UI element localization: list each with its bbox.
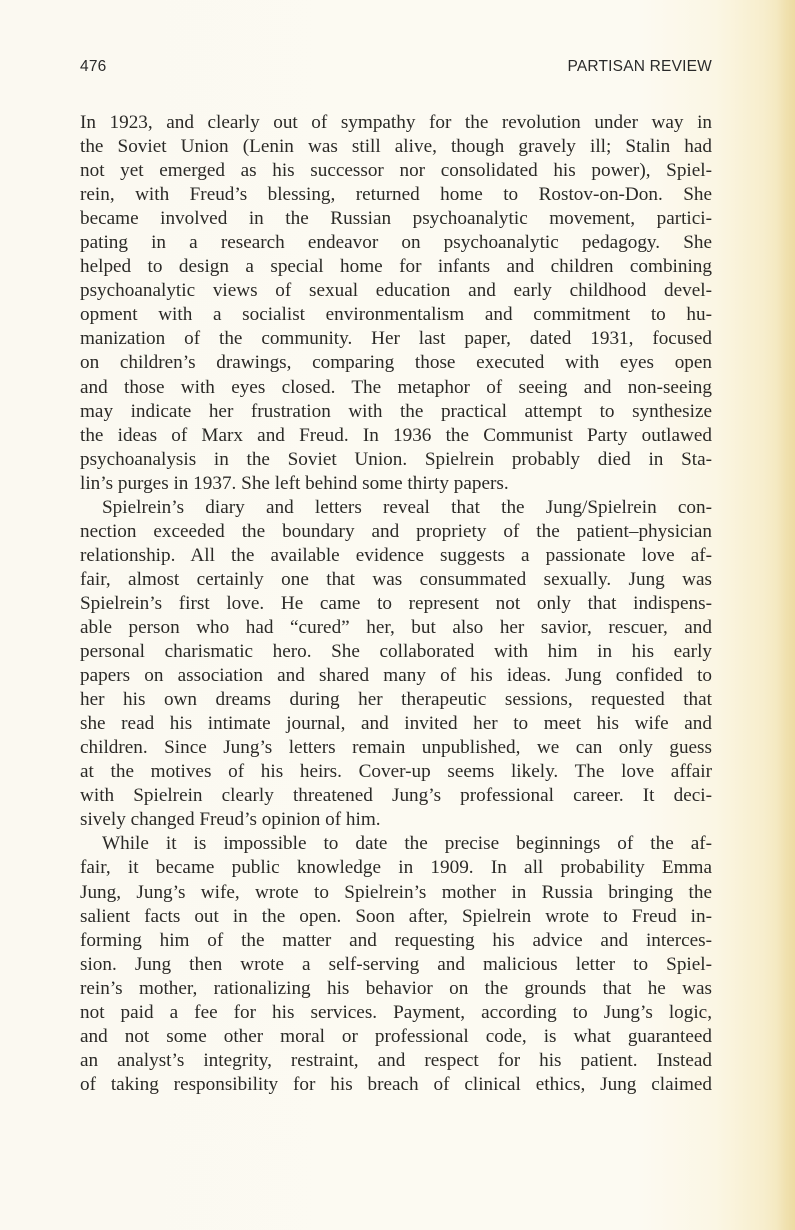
text-line: the Soviet Union (Lenin was still alive, though gravely ill; Stalin had <box>80 136 712 158</box>
text-line: not yet emerged as his successor nor consolidated his power), Spiel- <box>80 160 712 182</box>
text-line: fair, it became public knowledge in 1909. In all probability Emma <box>80 857 712 879</box>
text-line: nection exceeded the boundary and propriety of the patient–physician <box>80 520 712 542</box>
text-line: an analyst’s integrity, restraint, and respect for his patient. Instead <box>80 1049 712 1071</box>
text-line: her his own dreams during her therapeutic sessions, requested that <box>80 689 712 711</box>
text-line: Spielrein’s first love. He came to represent not only that indispens- <box>80 592 712 614</box>
text-line: sively changed Freud’s opinion of him. <box>80 809 381 831</box>
text-line: opment with a socialist environmentalism and commitment to hu- <box>80 304 712 326</box>
text-line: papers on association and shared many of his ideas. Jung confided to <box>80 665 712 687</box>
text-line: lin’s purges in 1937. She left behind some thirty papers. <box>80 472 509 494</box>
text-line: pating in a research endeavor on psychoanalytic pedagogy. She <box>80 232 712 254</box>
text-line: relationship. All the available evidence suggests a passionate love af- <box>80 544 712 566</box>
text-line: may indicate her frustration with the practical attempt to synthesize <box>80 400 712 422</box>
text-line: personal charismatic hero. She collaborated with him in his early <box>80 641 712 663</box>
paragraph-1 <box>80 111 712 496</box>
text-line: with Spielrein clearly threatened Jung’s professional career. It deci- <box>80 785 712 807</box>
text-line: on children’s drawings, comparing those executed with eyes open <box>80 352 712 374</box>
running-head <box>80 58 712 80</box>
text-line: sion. Jung then wrote a self-serving and malicious letter to Spiel- <box>80 953 712 975</box>
text-line: Jung, Jung’s wife, wrote to Spielrein’s mother in Russia bringing the <box>80 881 712 903</box>
text-line: the ideas of Marx and Freud. In 1936 the Communist Party outlawed <box>80 424 712 446</box>
text-line: salient facts out in the open. Soon after, Spielrein wrote to Freud in- <box>80 905 712 927</box>
text-line: and those with eyes closed. The metaphor of seeing and non-seeing <box>80 376 712 398</box>
text-line: able person who had “cured” her, but also her savior, rescuer, and <box>80 616 712 638</box>
text-line: forming him of the matter and requesting his advice and interces- <box>80 929 712 951</box>
text-line: psychoanalysis in the Soviet Union. Spielrein probably died in Sta- <box>80 448 712 470</box>
text-line: at the motives of his heirs. Cover-up seems likely. The love affair <box>80 761 712 783</box>
text-line: Spielrein’s diary and letters reveal that the Jung/Spielrein con- <box>102 496 712 518</box>
text-line: In 1923, and clearly out of sympathy for the revolution under way in <box>80 112 712 133</box>
text-line: she read his intimate journal, and invited her to meet his wife and <box>80 713 712 735</box>
text-line: children. Since Jung’s letters remain unpublished, we can only guess <box>80 737 712 759</box>
text-line: helped to design a special home for infants and children combining <box>80 256 712 278</box>
paragraph-3 <box>80 832 712 1097</box>
text-line: fair, almost certainly one that was consummated sexually. Jung was <box>80 568 712 590</box>
paragraph-2 <box>80 496 712 833</box>
text-line: psychoanalytic views of sexual education and early childhood devel- <box>80 280 712 302</box>
text-line: While it is impossible to date the precise beginnings of the af- <box>102 833 712 855</box>
text-line: rein, with Freud’s blessing, returned home to Rostov-on-Don. She <box>80 184 712 206</box>
text-line: manization of the community. Her last paper, dated 1931, focused <box>80 328 712 350</box>
text-line: and not some other moral or professional code, is what guaranteed <box>80 1025 712 1047</box>
journal-title: PARTISAN REVIEW <box>567 58 712 75</box>
text-line: became involved in the Russian psychoanalytic movement, partici- <box>80 208 712 230</box>
text-line: not paid a fee for his services. Payment, according to Jung’s logic, <box>80 1001 712 1023</box>
body-text <box>80 111 712 1097</box>
text-line: of taking responsibility for his breach of clinical ethics, Jung claimed <box>80 1073 712 1095</box>
page-edge-shading <box>777 0 795 1230</box>
page-number: 476 <box>80 58 107 75</box>
text-line: rein’s mother, rationalizing his behavior on the grounds that he was <box>80 977 712 999</box>
